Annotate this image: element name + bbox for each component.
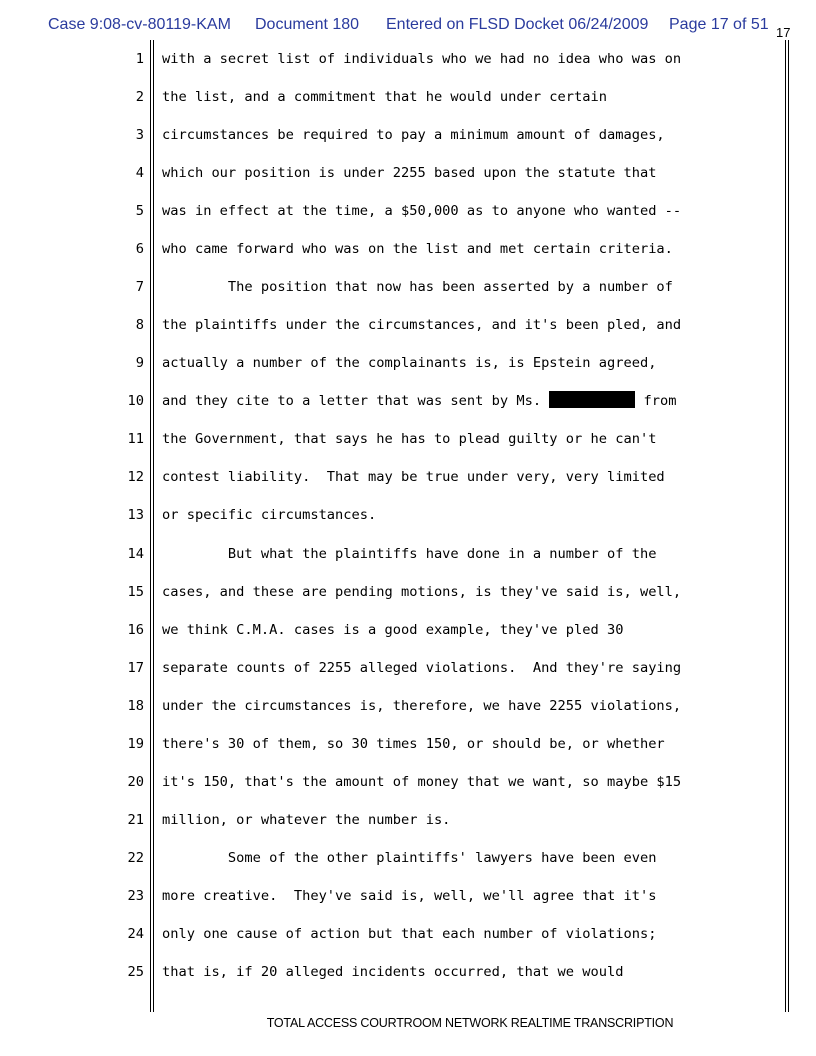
line-text-after-redaction: from bbox=[635, 393, 677, 410]
page-number: 17 bbox=[776, 25, 791, 40]
transcript-line bbox=[0, 429, 816, 449]
transcript-line bbox=[0, 391, 816, 411]
transcript-line bbox=[0, 810, 816, 830]
line-number: 1 bbox=[135, 51, 144, 67]
transcript-line bbox=[0, 696, 816, 716]
transcript-line bbox=[0, 277, 816, 297]
line-number: 17 bbox=[127, 659, 144, 676]
line-number: 21 bbox=[127, 811, 144, 828]
line-number: 4 bbox=[135, 165, 144, 182]
line-number: 7 bbox=[135, 279, 144, 296]
line-text: only one cause of action but that each number of violations; bbox=[162, 925, 657, 942]
line-number: 24 bbox=[127, 925, 144, 942]
line-number: 15 bbox=[127, 583, 144, 600]
line-text: which our position is under 2255 based upon the statute that bbox=[162, 165, 657, 182]
line-text: cases, and these are pending motions, is they've said is, well, bbox=[162, 583, 682, 600]
line-text: Some of the other plaintiffs' lawyers have been even bbox=[162, 849, 657, 866]
line-text: there's 30 of them, so 30 times 150, or should be, or whether bbox=[162, 735, 665, 752]
line-text: was in effect at the time, a $50,000 as to anyone who wanted -- bbox=[162, 203, 682, 220]
docket-entry-date: Entered on FLSD Docket 06/24/2009 bbox=[386, 16, 649, 33]
transcript-line bbox=[0, 239, 816, 259]
transcript-line bbox=[0, 87, 816, 107]
line-text: under the circumstances is, therefore, we have 2255 violations, bbox=[162, 697, 682, 714]
line-text: But what the plaintiffs have done in a number of the bbox=[162, 545, 657, 562]
transcript-line bbox=[0, 353, 816, 373]
line-text: the list, and a commitment that he would under certain bbox=[162, 89, 607, 106]
line-number: 3 bbox=[135, 127, 144, 144]
transcript-line bbox=[0, 505, 816, 525]
line-number: 5 bbox=[135, 203, 144, 220]
line-number: 23 bbox=[127, 887, 144, 904]
line-number: 9 bbox=[135, 355, 144, 372]
line-number: 20 bbox=[127, 773, 144, 790]
line-text: actually a number of the complainants is, is Epstein agreed, bbox=[162, 355, 657, 372]
transcript-line bbox=[0, 544, 816, 564]
transcript-footer: TOTAL ACCESS COURTROOM NETWORK REALTIME TRANSCRIPTION bbox=[266, 1016, 674, 1030]
line-number: 12 bbox=[127, 469, 144, 486]
line-number: 16 bbox=[127, 621, 144, 638]
line-text: contest liability. That may be true under very, very limited bbox=[162, 469, 665, 486]
page-count: Page 17 of 51 bbox=[669, 16, 769, 33]
line-text: million, or whatever the number is. bbox=[162, 811, 451, 828]
line-number: 25 bbox=[127, 963, 144, 980]
line-text-before-redaction: and they cite to a letter that was sent by Ms. bbox=[162, 393, 550, 410]
redaction-block bbox=[549, 391, 635, 408]
line-text: The position that now has been asserted by a number of bbox=[162, 279, 673, 296]
transcript-line bbox=[0, 49, 816, 69]
line-number: 13 bbox=[127, 507, 144, 524]
transcript-line bbox=[0, 962, 816, 982]
line-number: 22 bbox=[127, 849, 144, 866]
line-text: who came forward who was on the list and met certain criteria. bbox=[162, 241, 673, 258]
transcript-line bbox=[0, 734, 816, 754]
transcript-line bbox=[0, 848, 816, 868]
transcript-line bbox=[0, 467, 816, 487]
transcript-line bbox=[0, 924, 816, 944]
line-number: 18 bbox=[127, 697, 144, 714]
document-number: Document 180 bbox=[255, 16, 360, 33]
line-number: 11 bbox=[127, 431, 144, 448]
line-text: separate counts of 2255 alleged violations. And they're saying bbox=[162, 659, 682, 676]
transcript-line bbox=[0, 163, 816, 183]
line-number: 10 bbox=[127, 393, 144, 410]
line-text: it's 150, that's the amount of money that we want, so maybe $15 bbox=[162, 773, 682, 790]
line-text: that is, if 20 alleged incidents occurred, that we would bbox=[162, 963, 624, 980]
transcript-line bbox=[0, 620, 816, 640]
transcript-line bbox=[0, 315, 816, 335]
line-text: we think C.M.A. cases is a good example, they've pled 30 bbox=[162, 621, 624, 638]
transcript-line bbox=[0, 772, 816, 792]
line-text: or specific circumstances. bbox=[162, 507, 377, 524]
docket-header bbox=[48, 16, 778, 40]
transcript-line bbox=[0, 658, 816, 678]
case-number: Case 9:08-cv-80119-KAM bbox=[48, 16, 231, 33]
line-number: 14 bbox=[127, 545, 144, 562]
line-text: with a secret list of individuals who we had no idea who was on bbox=[162, 51, 682, 67]
line-text: the plaintiffs under the circumstances, and it's been pled, and bbox=[162, 317, 682, 334]
line-number: 8 bbox=[135, 317, 144, 334]
line-number: 6 bbox=[135, 241, 144, 258]
line-text bbox=[162, 391, 677, 411]
transcript-line bbox=[0, 201, 816, 221]
transcript-line bbox=[0, 582, 816, 602]
transcript-line bbox=[0, 886, 816, 906]
transcript-line bbox=[0, 125, 816, 145]
line-text: the Government, that says he has to plead guilty or he can't bbox=[162, 431, 657, 448]
line-number: 2 bbox=[135, 89, 144, 106]
line-text: circumstances be required to pay a minimum amount of damages, bbox=[162, 127, 665, 144]
line-number: 19 bbox=[127, 735, 144, 752]
line-text: more creative. They've said is, well, we'll agree that it's bbox=[162, 887, 657, 904]
